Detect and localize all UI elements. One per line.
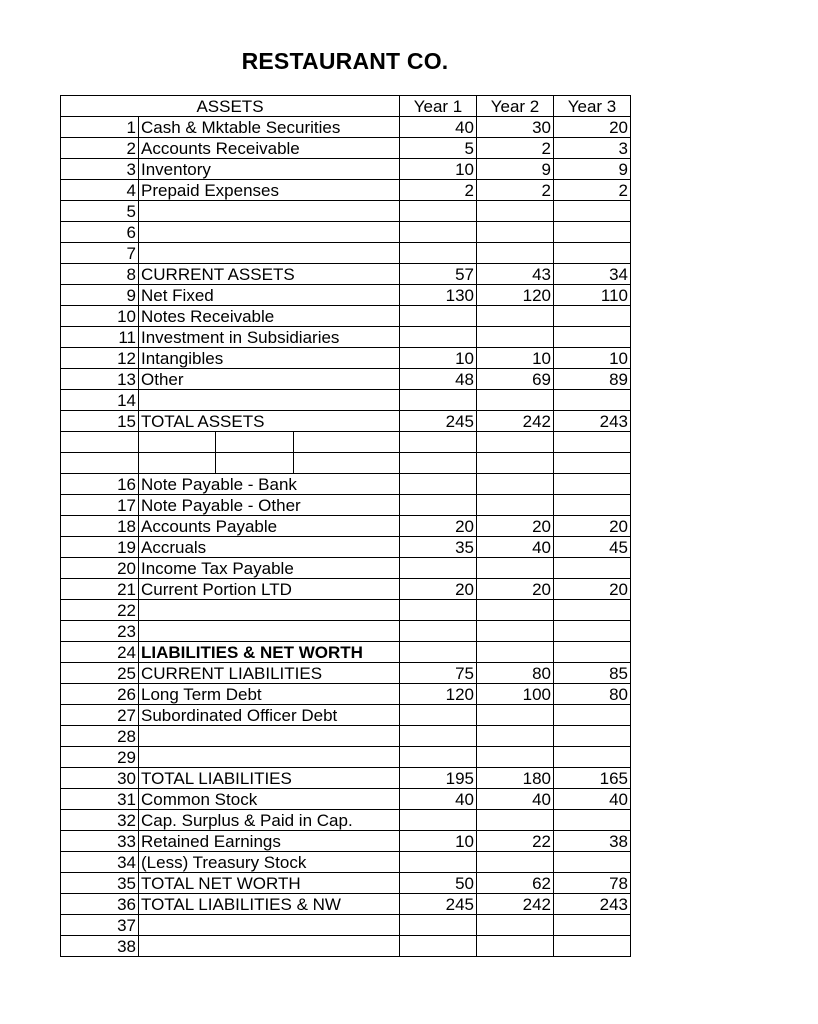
header-year-2: Year 2 xyxy=(477,96,554,117)
table-row xyxy=(61,327,631,348)
value-year-1 xyxy=(400,327,477,348)
value-year-3 xyxy=(554,243,631,264)
empty-cell xyxy=(477,453,554,474)
value-year-3: 20 xyxy=(554,579,631,600)
row-label: Subordinated Officer Debt xyxy=(139,705,400,726)
value-year-2 xyxy=(477,810,554,831)
table-row xyxy=(61,243,631,264)
value-year-3 xyxy=(554,495,631,516)
value-year-2 xyxy=(477,558,554,579)
empty-cell xyxy=(554,453,631,474)
value-year-3: 85 xyxy=(554,663,631,684)
row-label xyxy=(139,201,400,222)
value-year-3: 10 xyxy=(554,348,631,369)
value-year-1 xyxy=(400,705,477,726)
table-row xyxy=(61,852,631,873)
row-label xyxy=(139,600,400,621)
row-label: Current Portion LTD xyxy=(139,579,400,600)
table-row xyxy=(61,369,631,390)
row-number: 6 xyxy=(61,222,139,243)
row-label: Note Payable - Bank xyxy=(139,474,400,495)
row-label: Accounts Receivable xyxy=(139,138,400,159)
row-number: 13 xyxy=(61,369,139,390)
value-year-2 xyxy=(477,390,554,411)
row-label xyxy=(139,243,400,264)
value-year-2 xyxy=(477,201,554,222)
value-year-3: 20 xyxy=(554,516,631,537)
row-label: Inventory xyxy=(139,159,400,180)
value-year-1 xyxy=(400,390,477,411)
value-year-3: 2 xyxy=(554,180,631,201)
value-year-2: 40 xyxy=(477,537,554,558)
row-label: Accruals xyxy=(139,537,400,558)
row-number: 38 xyxy=(61,936,139,957)
table-row xyxy=(61,180,631,201)
value-year-3 xyxy=(554,705,631,726)
row-number: 35 xyxy=(61,873,139,894)
value-year-1: 130 xyxy=(400,285,477,306)
row-label: Cap. Surplus & Paid in Cap. xyxy=(139,810,400,831)
empty-cell xyxy=(61,432,139,453)
table-row xyxy=(61,222,631,243)
value-year-3 xyxy=(554,390,631,411)
row-number: 34 xyxy=(61,852,139,873)
value-year-2: 180 xyxy=(477,768,554,789)
value-year-2: 2 xyxy=(477,180,554,201)
table-row xyxy=(61,705,631,726)
value-year-3 xyxy=(554,201,631,222)
value-year-1 xyxy=(400,621,477,642)
value-year-1: 120 xyxy=(400,684,477,705)
value-year-3 xyxy=(554,810,631,831)
row-label: Other xyxy=(139,369,400,390)
row-label xyxy=(139,621,400,642)
empty-cell xyxy=(294,432,400,453)
table-row xyxy=(61,537,631,558)
value-year-1: 10 xyxy=(400,159,477,180)
value-year-2: 20 xyxy=(477,516,554,537)
value-year-3 xyxy=(554,642,631,663)
table-row xyxy=(61,348,631,369)
header-row xyxy=(61,96,631,117)
row-label: Income Tax Payable xyxy=(139,558,400,579)
table-row xyxy=(61,516,631,537)
table-row xyxy=(61,642,631,663)
value-year-2 xyxy=(477,327,554,348)
table-row xyxy=(61,138,631,159)
value-year-1: 10 xyxy=(400,831,477,852)
row-number: 15 xyxy=(61,411,139,432)
spacer-row xyxy=(61,432,631,453)
value-year-2 xyxy=(477,495,554,516)
value-year-2: 242 xyxy=(477,411,554,432)
table-row xyxy=(61,936,631,957)
table-body xyxy=(61,96,631,957)
value-year-2 xyxy=(477,306,554,327)
row-label: TOTAL LIABILITIES & NW xyxy=(139,894,400,915)
value-year-1: 2 xyxy=(400,180,477,201)
table-row xyxy=(61,894,631,915)
empty-cell xyxy=(216,432,294,453)
row-number: 1 xyxy=(61,117,139,138)
value-year-2: 69 xyxy=(477,369,554,390)
value-year-2 xyxy=(477,705,554,726)
value-year-3: 243 xyxy=(554,411,631,432)
row-label xyxy=(139,222,400,243)
row-label: Intangibles xyxy=(139,348,400,369)
table-row xyxy=(61,558,631,579)
row-label xyxy=(139,936,400,957)
row-label: LIABILITIES & NET WORTH xyxy=(139,642,400,663)
value-year-1: 20 xyxy=(400,516,477,537)
header-assets: ASSETS xyxy=(61,96,400,117)
table-row xyxy=(61,915,631,936)
value-year-3 xyxy=(554,600,631,621)
value-year-2 xyxy=(477,747,554,768)
row-number: 23 xyxy=(61,621,139,642)
row-label: Note Payable - Other xyxy=(139,495,400,516)
value-year-2: 30 xyxy=(477,117,554,138)
empty-cell xyxy=(477,432,554,453)
value-year-1: 20 xyxy=(400,579,477,600)
table-row xyxy=(61,159,631,180)
value-year-2 xyxy=(477,936,554,957)
row-number: 4 xyxy=(61,180,139,201)
page-title: RESTAURANT CO. xyxy=(241,48,449,74)
table-row xyxy=(61,810,631,831)
value-year-3: 40 xyxy=(554,789,631,810)
row-number: 11 xyxy=(61,327,139,348)
value-year-3 xyxy=(554,474,631,495)
empty-cell xyxy=(554,432,631,453)
row-number: 17 xyxy=(61,495,139,516)
table-row xyxy=(61,621,631,642)
value-year-3 xyxy=(554,852,631,873)
row-label: CURRENT LIABILITIES xyxy=(139,663,400,684)
value-year-1 xyxy=(400,915,477,936)
row-number: 21 xyxy=(61,579,139,600)
spacer-row xyxy=(61,453,631,474)
table-row xyxy=(61,579,631,600)
value-year-2: 43 xyxy=(477,264,554,285)
row-label: TOTAL NET WORTH xyxy=(139,873,400,894)
table-row xyxy=(61,747,631,768)
empty-cell xyxy=(400,453,477,474)
row-number: 33 xyxy=(61,831,139,852)
row-number: 37 xyxy=(61,915,139,936)
empty-cell xyxy=(61,453,139,474)
row-label: Prepaid Expenses xyxy=(139,180,400,201)
value-year-3: 78 xyxy=(554,873,631,894)
value-year-3 xyxy=(554,621,631,642)
value-year-2: 62 xyxy=(477,873,554,894)
value-year-3 xyxy=(554,936,631,957)
value-year-2: 2 xyxy=(477,138,554,159)
table-row xyxy=(61,306,631,327)
row-number: 10 xyxy=(61,306,139,327)
row-number: 29 xyxy=(61,747,139,768)
table-row xyxy=(61,684,631,705)
table-row xyxy=(61,390,631,411)
balance-sheet-table xyxy=(60,95,631,957)
value-year-2: 80 xyxy=(477,663,554,684)
row-label: Common Stock xyxy=(139,789,400,810)
value-year-1 xyxy=(400,243,477,264)
value-year-1: 48 xyxy=(400,369,477,390)
row-label: Long Term Debt xyxy=(139,684,400,705)
row-label xyxy=(139,915,400,936)
value-year-2 xyxy=(477,243,554,264)
value-year-2 xyxy=(477,852,554,873)
value-year-3: 3 xyxy=(554,138,631,159)
row-number: 18 xyxy=(61,516,139,537)
value-year-1 xyxy=(400,201,477,222)
row-number: 25 xyxy=(61,663,139,684)
table-row xyxy=(61,726,631,747)
value-year-2: 242 xyxy=(477,894,554,915)
value-year-3 xyxy=(554,306,631,327)
value-year-3: 89 xyxy=(554,369,631,390)
table-row xyxy=(61,264,631,285)
row-number: 30 xyxy=(61,768,139,789)
value-year-3: 20 xyxy=(554,117,631,138)
row-label: Cash & Mktable Securities xyxy=(139,117,400,138)
row-number: 5 xyxy=(61,201,139,222)
empty-cell xyxy=(400,432,477,453)
value-year-1 xyxy=(400,558,477,579)
row-number: 31 xyxy=(61,789,139,810)
row-label: (Less) Treasury Stock xyxy=(139,852,400,873)
value-year-1: 195 xyxy=(400,768,477,789)
row-label xyxy=(139,390,400,411)
value-year-2 xyxy=(477,600,554,621)
empty-cell xyxy=(216,453,294,474)
value-year-3 xyxy=(554,915,631,936)
value-year-2: 20 xyxy=(477,579,554,600)
value-year-1 xyxy=(400,810,477,831)
table-row xyxy=(61,411,631,432)
row-number: 14 xyxy=(61,390,139,411)
value-year-1 xyxy=(400,306,477,327)
value-year-3 xyxy=(554,222,631,243)
value-year-3 xyxy=(554,726,631,747)
value-year-2: 9 xyxy=(477,159,554,180)
table-row xyxy=(61,474,631,495)
row-number: 36 xyxy=(61,894,139,915)
value-year-2 xyxy=(477,474,554,495)
row-number: 32 xyxy=(61,810,139,831)
value-year-3: 110 xyxy=(554,285,631,306)
table-row xyxy=(61,873,631,894)
empty-cell xyxy=(139,453,216,474)
header-year-3: Year 3 xyxy=(554,96,631,117)
value-year-3: 80 xyxy=(554,684,631,705)
value-year-1 xyxy=(400,852,477,873)
value-year-1 xyxy=(400,600,477,621)
empty-cell xyxy=(139,432,216,453)
value-year-2: 40 xyxy=(477,789,554,810)
header-year-1: Year 1 xyxy=(400,96,477,117)
row-number: 7 xyxy=(61,243,139,264)
value-year-1 xyxy=(400,726,477,747)
value-year-1: 10 xyxy=(400,348,477,369)
table-row xyxy=(61,285,631,306)
value-year-3: 38 xyxy=(554,831,631,852)
table-row xyxy=(61,789,631,810)
row-number: 22 xyxy=(61,600,139,621)
value-year-2: 22 xyxy=(477,831,554,852)
row-label: Accounts Payable xyxy=(139,516,400,537)
row-number: 19 xyxy=(61,537,139,558)
value-year-2 xyxy=(477,222,554,243)
row-label: Net Fixed xyxy=(139,285,400,306)
value-year-1: 245 xyxy=(400,894,477,915)
value-year-3: 165 xyxy=(554,768,631,789)
value-year-3: 9 xyxy=(554,159,631,180)
value-year-1: 40 xyxy=(400,789,477,810)
value-year-2: 100 xyxy=(477,684,554,705)
value-year-1 xyxy=(400,222,477,243)
value-year-1: 245 xyxy=(400,411,477,432)
row-number: 20 xyxy=(61,558,139,579)
row-number: 16 xyxy=(61,474,139,495)
row-label: Retained Earnings xyxy=(139,831,400,852)
value-year-2 xyxy=(477,915,554,936)
value-year-1 xyxy=(400,474,477,495)
value-year-1 xyxy=(400,642,477,663)
table-row xyxy=(61,663,631,684)
row-number: 8 xyxy=(61,264,139,285)
value-year-1: 50 xyxy=(400,873,477,894)
row-number: 12 xyxy=(61,348,139,369)
row-number: 28 xyxy=(61,726,139,747)
value-year-1: 5 xyxy=(400,138,477,159)
value-year-3: 34 xyxy=(554,264,631,285)
table-row xyxy=(61,117,631,138)
row-label xyxy=(139,726,400,747)
value-year-2: 120 xyxy=(477,285,554,306)
row-label xyxy=(139,747,400,768)
value-year-1: 57 xyxy=(400,264,477,285)
value-year-3: 45 xyxy=(554,537,631,558)
value-year-3 xyxy=(554,327,631,348)
value-year-2 xyxy=(477,642,554,663)
value-year-3 xyxy=(554,558,631,579)
value-year-3 xyxy=(554,747,631,768)
value-year-1: 40 xyxy=(400,117,477,138)
empty-cell xyxy=(294,453,400,474)
row-number: 26 xyxy=(61,684,139,705)
row-label: TOTAL LIABILITIES xyxy=(139,768,400,789)
table-row xyxy=(61,495,631,516)
row-number: 27 xyxy=(61,705,139,726)
row-number: 24 xyxy=(61,642,139,663)
row-label: Investment in Subsidiaries xyxy=(139,327,400,348)
row-number: 9 xyxy=(61,285,139,306)
value-year-3: 243 xyxy=(554,894,631,915)
value-year-2 xyxy=(477,621,554,642)
table-row xyxy=(61,201,631,222)
value-year-1: 75 xyxy=(400,663,477,684)
table-row xyxy=(61,831,631,852)
row-label: Notes Receivable xyxy=(139,306,400,327)
table-row xyxy=(61,768,631,789)
table-row xyxy=(61,600,631,621)
value-year-2 xyxy=(477,726,554,747)
row-label: CURRENT ASSETS xyxy=(139,264,400,285)
value-year-2: 10 xyxy=(477,348,554,369)
value-year-1: 35 xyxy=(400,537,477,558)
value-year-1 xyxy=(400,747,477,768)
row-number: 2 xyxy=(61,138,139,159)
row-number: 3 xyxy=(61,159,139,180)
value-year-1 xyxy=(400,495,477,516)
row-label: TOTAL ASSETS xyxy=(139,411,400,432)
value-year-1 xyxy=(400,936,477,957)
